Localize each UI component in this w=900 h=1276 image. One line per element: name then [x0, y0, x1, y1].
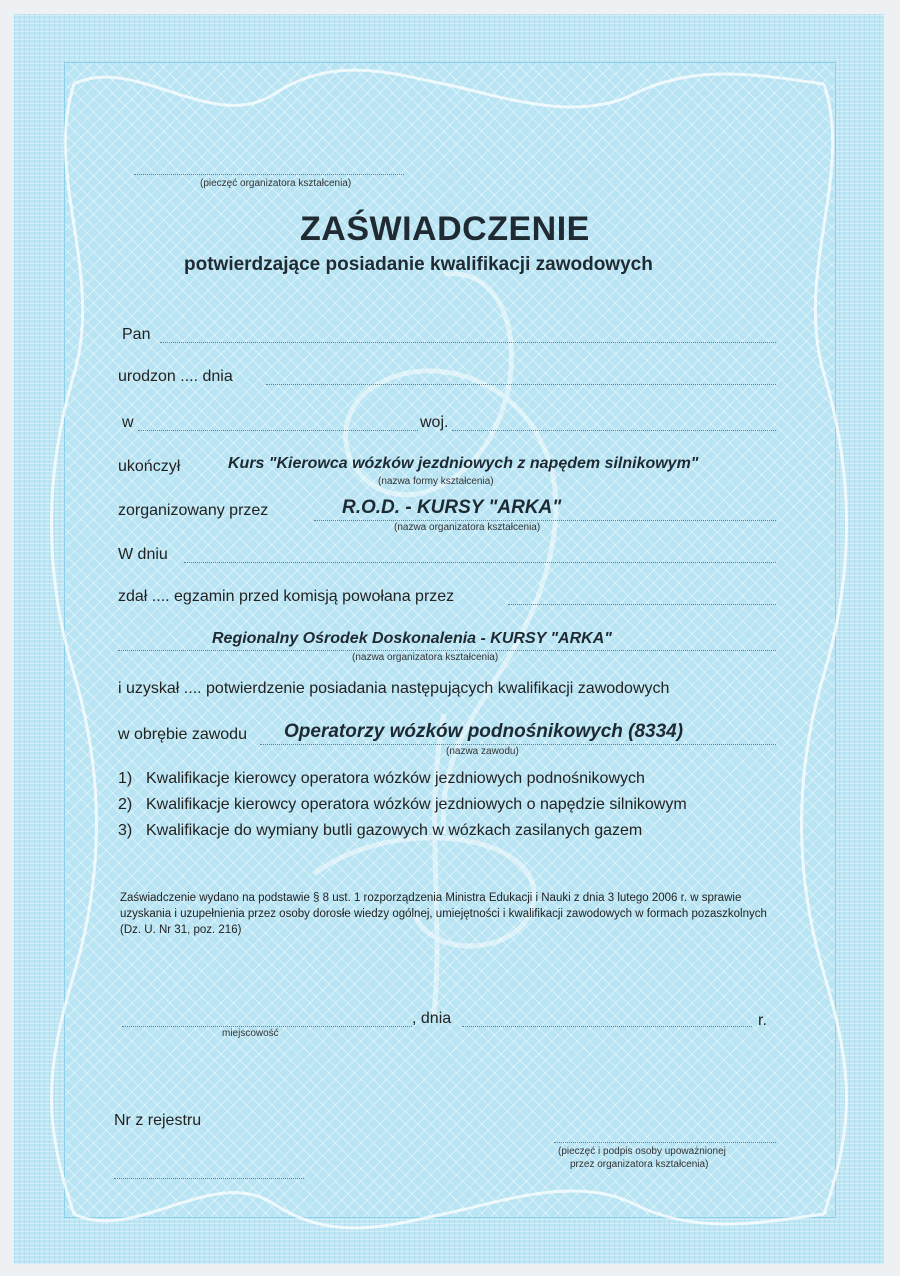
commission-caption: (nazwa organizatora kształcenia) [352, 652, 499, 663]
stamp-line [134, 174, 404, 175]
profession-line [260, 744, 776, 745]
organizer-name: R.O.D. - KURSY "ARKA" [342, 497, 562, 518]
commission-name: Regionalny Ośrodek Doskonalenia - KURSY "ARKA" [212, 630, 612, 647]
qualification-number: 3) [118, 822, 133, 839]
completed-label: ukończył [118, 458, 181, 475]
exam-label: zdał .... egzamin przed komisją powołana przez [118, 588, 455, 605]
qualification-item: Kwalifikacje kierowcy operatora wózków jezdniowych o napędzie silnikowym [146, 796, 687, 813]
qualification-item: Kwalifikacje kierowcy operatora wózków jezdniowych podnośnikowych [146, 770, 645, 787]
date-line [184, 562, 776, 563]
pan-label: Pan [122, 326, 151, 343]
organizer-caption: (nazwa organizatora kształcenia) [394, 522, 541, 533]
exam-line [508, 604, 776, 605]
signature-line [554, 1142, 776, 1143]
profession-caption: (nazwa zawodu) [446, 746, 519, 757]
course-caption: (nazwa formy kształcenia) [378, 476, 494, 487]
organized-by-label: zorganizowany przez [118, 502, 269, 519]
qualification-number: 2) [118, 796, 133, 813]
issue-date-label: , dnia [412, 1010, 452, 1027]
document-title: ZAŚWIADCZENIE [300, 210, 590, 248]
place-label: w [122, 414, 134, 431]
birth-label: urodzon .... dnia [118, 368, 233, 385]
place-issue-line [122, 1026, 412, 1027]
registry-line [114, 1178, 304, 1179]
qualification-number: 1) [118, 770, 133, 787]
obtained-label: i uzyskał .... potwierdzenie posiadania następujących kwalifikacji zawodowych [118, 680, 670, 697]
year-suffix: r. [758, 1012, 767, 1029]
birth-line [266, 384, 776, 385]
commission-line [118, 650, 776, 651]
registry-label: Nr z rejestru [114, 1112, 202, 1129]
certificate-sheet [14, 14, 884, 1264]
document-subtitle: potwierdzające posiadanie kwalifikacji zawodowych [184, 254, 653, 275]
place-caption: miejscowość [222, 1028, 279, 1039]
signature-caption-1: (pieczęć i podpis osoby upoważnionej [558, 1146, 726, 1157]
stamp-caption: (pieczęć organizatora kształcenia) [200, 178, 352, 189]
issue-date-line [462, 1026, 752, 1027]
date-label: W dniu [118, 546, 168, 563]
voivodeship-line [452, 430, 776, 431]
profession-name: Operatorzy wózków podnośnikowych (8334) [284, 721, 684, 742]
legal-basis-note: Zaświadczenie wydano na podstawie § 8 ust. 1 rozporządzenia Ministra Edukacji i Nauki z dnia 3 lutego 2006 r. w sprawie uzyskania i uzupełnienia przez osoby dorosłe wiedzy ogólnej, umiejętności i kwalifikacji zawodowych w formach pozaszkolnych (Dz. U. Nr 31, poz. 216) [120, 892, 767, 936]
pan-line [160, 342, 776, 343]
signature-caption-2: przez organizatora kształcenia) [570, 1159, 709, 1170]
course-name: Kurs "Kierowca wózków jezdniowych z napędem silnikowym" [228, 455, 699, 472]
profession-label: w obrębie zawodu [118, 726, 247, 743]
organizer-line [314, 520, 776, 521]
qualification-item: Kwalifikacje do wymiany butli gazowych w wózkach zasilanych gazem [146, 822, 643, 839]
place-line [138, 430, 418, 431]
voivodeship-label: woj. [420, 414, 449, 431]
